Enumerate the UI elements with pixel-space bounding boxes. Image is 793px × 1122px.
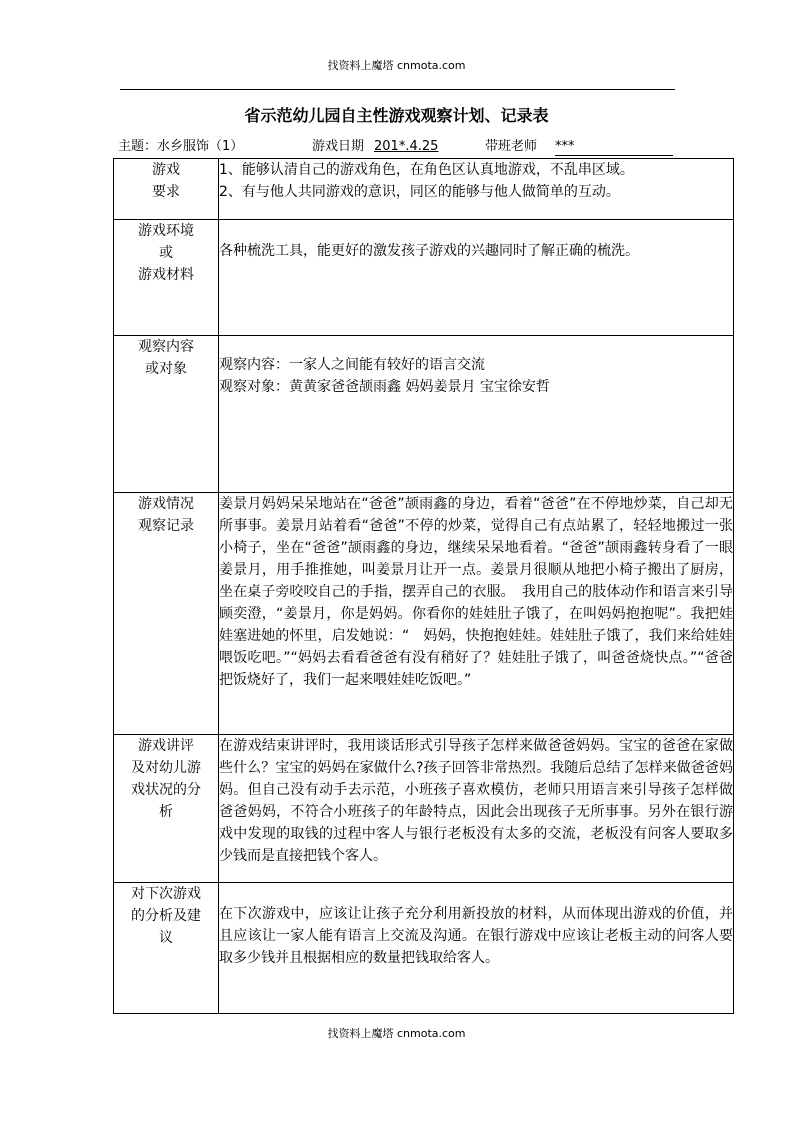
table-row-observation-target	[114, 336, 734, 493]
observation-record-table	[113, 158, 734, 1014]
row-label-cell	[114, 883, 219, 1014]
row-content: 在下次游戏中，应该让让孩子充分利用新投放的材料，从而体现出游戏的价值，并且应该让一家人能有语言上交流及沟通。在银行游戏中应该让老板主动的问客人要取多少钱并且根据相应的数量把钱取给客人。	[219, 906, 733, 966]
row-content: 在游戏结束讲评时，我用谈话形式引导孩子怎样来做爸爸妈妈。宝宝的爸爸在家做些什么？宝宝的妈妈在家做什么?孩子回答非常热烈。我随后总结了怎样来做爸爸妈妈。但自己没有动手去示范，小班孩子喜欢模仿，老师只用语言来引导孩子怎样做爸爸妈妈，不符合小班孩子的年龄特点，因此会出现孩子无所事事。另外在银行游戏中发现的取钱的过程中客人与银行老板没有太多的交流，老板没有问客人要取多少钱而是直接把钱个客人。	[219, 738, 733, 864]
row-label-cell	[114, 735, 219, 883]
row-content-cell	[219, 220, 734, 336]
row-label: 对下次游戏 的分析及建 议	[131, 886, 201, 946]
row-content-cell	[219, 159, 734, 220]
row-content-cell	[219, 493, 734, 735]
row-content-cell	[219, 336, 734, 493]
row-label: 游戏环境 或 游戏材料	[138, 223, 194, 283]
game-date-label: 游戏日期	[312, 139, 365, 154]
document-title: 省示范幼儿园自主性游戏观察计划、记录表	[244, 106, 549, 125]
table-row-next-suggestions	[114, 883, 734, 1014]
table-row-game-requirements	[114, 159, 734, 220]
row-content: 姜景月妈妈呆呆地站在“爸爸”颉雨鑫的身边，看着“爸爸”在不停地炒菜，自己却无所事事。姜景月站着看“爸爸”不停的炒菜，觉得自己有点站累了，轻轻地搬过一张小椅子，坐在“爸爸”颉雨鑫的身边，继续呆呆地看着。“爸爸”颉雨鑫转身看了一眼姜景月，用手推推她，叫姜景月让开一点。姜景月很顺从地把小椅子搬出了厨房，坐在桌子旁咬咬自己的手指，摆弄自己的衣服。 我用自己的肢体动作和语言来引导顾奕澄，“姜景月，你是妈妈。你看你的娃娃肚子饿了，在叫妈妈抱抱呢”。我把娃娃塞进她的怀里，启发她说：“ 妈妈，快抱抱娃娃。娃娃肚子饿了，我们来给娃娃喂饭吃吧。”“妈妈去看看爸爸有没有稍好了？娃娃肚子饿了，叫爸爸烧快点。”“爸爸把饭烧好了，我们一起来喂娃娃吃饭吧。”	[219, 496, 733, 688]
table-row-review-analysis	[114, 735, 734, 883]
table-row-environment-materials	[114, 220, 734, 336]
teacher-underline	[555, 155, 673, 156]
row-label: 游戏 要求	[152, 162, 180, 200]
row-content-cell	[219, 883, 734, 1014]
teacher-label: 带班老师	[485, 139, 538, 154]
row-label-cell	[114, 336, 219, 493]
row-content: 各种梳洗工具，能更好的激发孩子游戏的兴趣同时了解正确的梳洗。	[219, 243, 639, 259]
row-label-cell	[114, 159, 219, 220]
meta-line	[118, 137, 718, 157]
topic-text: 主题：水乡服饰（1）	[118, 139, 244, 154]
row-label-cell	[114, 493, 219, 735]
site-footer: 找资料上魔塔 cnmota.com	[327, 1027, 466, 1040]
table-row-observation-record	[114, 493, 734, 735]
game-date-value: 201*.4.25	[374, 139, 439, 154]
row-content-cell	[219, 735, 734, 883]
row-label: 游戏讲评 及对幼儿游 戏状况的分 析	[131, 738, 201, 820]
row-label: 观察内容 或对象	[138, 339, 194, 377]
row-content: 观察内容：一家人之间能有较好的语言交流 观察对象：黄黄家爸爸颉雨鑫 妈妈姜景月 宝宝徐安哲	[219, 357, 550, 395]
site-header: 找资料上魔塔 cnmota.com	[327, 59, 466, 72]
teacher-value: ***	[555, 139, 575, 154]
header-divider	[120, 89, 675, 90]
row-label: 游戏情况 观察记录	[138, 496, 194, 534]
row-label-cell	[114, 220, 219, 336]
row-content: 1、能够认清自己的游戏角色，在角色区认真地游戏，不乱串区域。 2、有与他人共同游戏的意识，同区的能够与他人做简单的互动。	[219, 162, 634, 200]
